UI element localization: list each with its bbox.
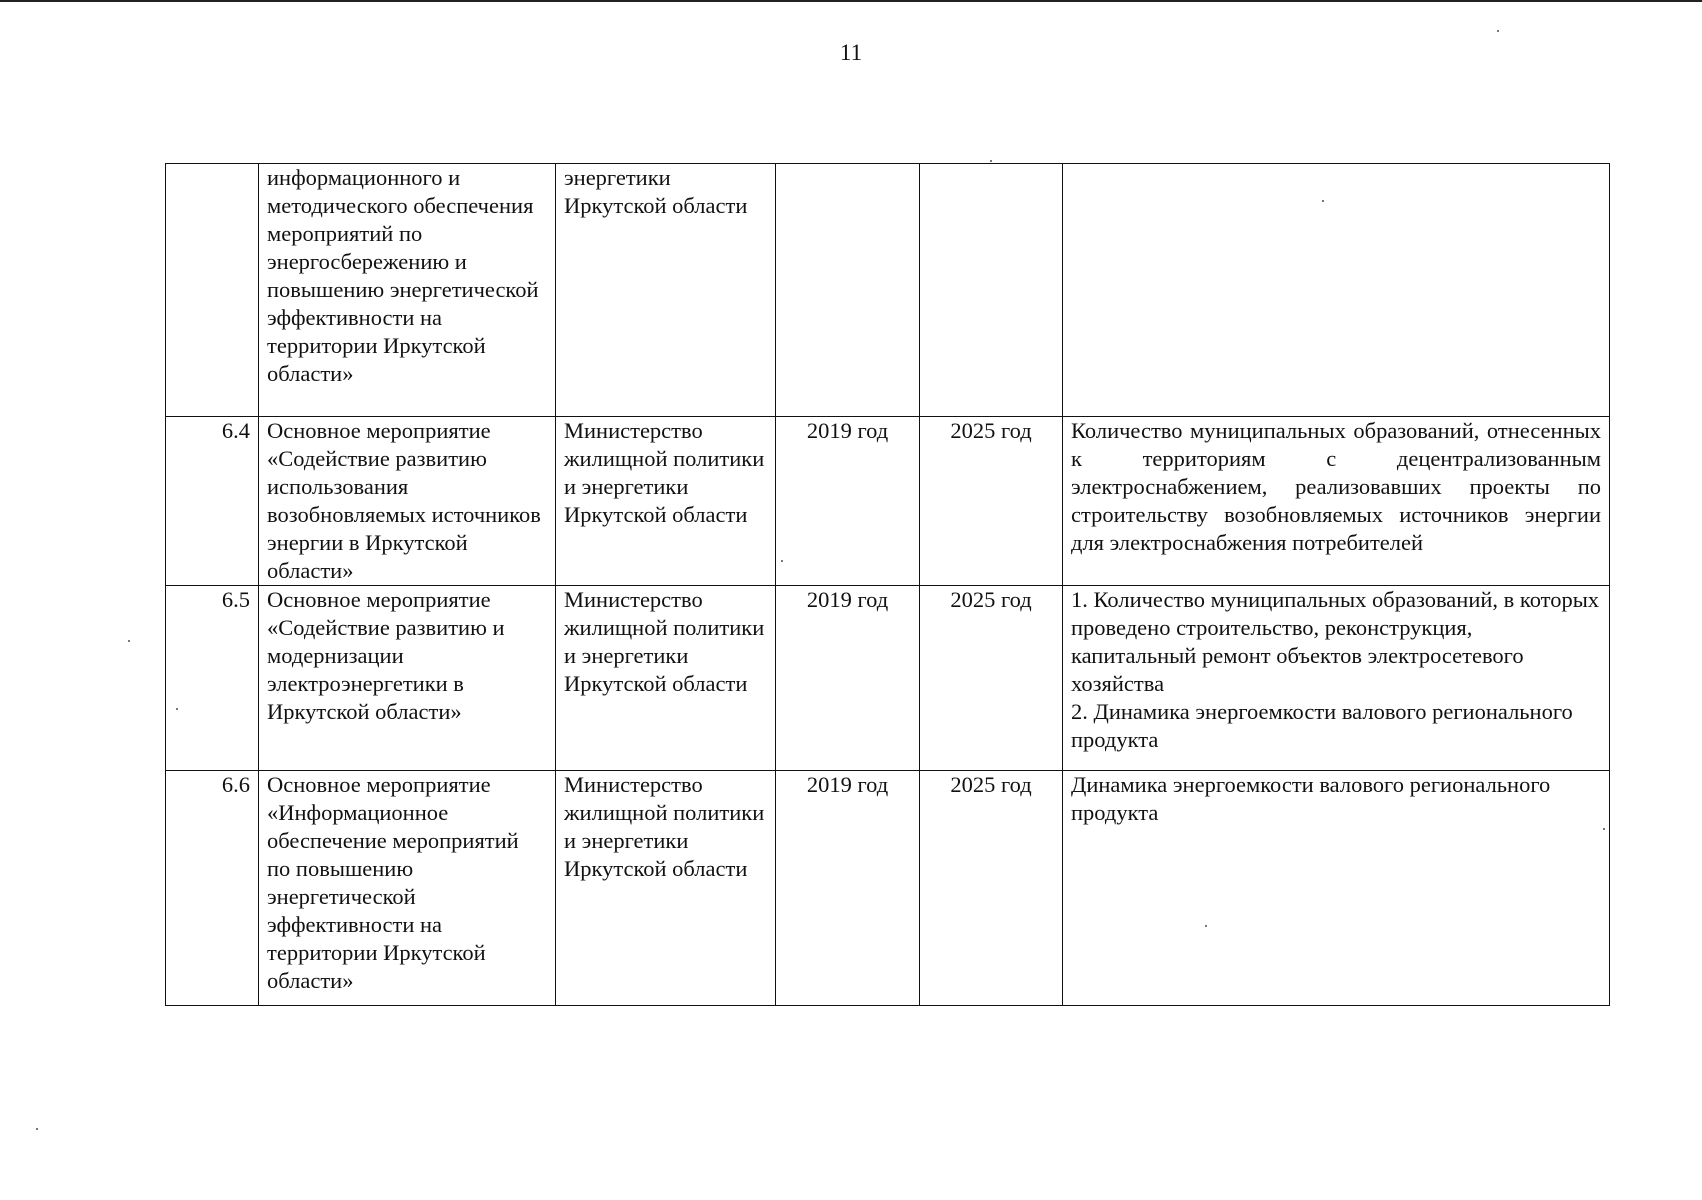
end-year: 2025 год	[920, 417, 1063, 586]
start-year: 2019 год	[776, 417, 920, 586]
end-year: 2025 год	[920, 771, 1063, 1006]
scan-speck	[1497, 30, 1499, 32]
indicator	[1063, 586, 1610, 771]
row-number: 6.4	[166, 417, 259, 586]
end-year: 2025 год	[920, 586, 1063, 771]
row-number	[166, 164, 259, 417]
indicator-item: 2. Динамика энергоемкости валового регионального продукта	[1071, 699, 1573, 752]
page-number: 11	[839, 40, 863, 65]
event-name: Основное мероприятие «Содействие развитию и модернизации электроэнергетики в Иркутской области»	[259, 586, 556, 771]
measures-table	[165, 163, 1610, 1006]
start-year	[776, 164, 920, 417]
table-row	[166, 417, 1610, 586]
start-year: 2019 год	[776, 771, 920, 1006]
scan-speck	[36, 1128, 38, 1130]
end-year	[920, 164, 1063, 417]
indicator-item: 1. Количество муниципальных образований, в которых проведено строительство, реконструкция, капитальный ремонт объектов электросетевого хозяйства	[1071, 587, 1600, 696]
executor: Министерство жилищной политики и энергетики Иркутской области	[556, 771, 776, 1006]
scan-speck	[781, 560, 783, 562]
indicator: Количество муниципальных образований, отнесенных к территориям с децентрализованным электроснабжением, реализовавших проекты по строительству возобновляемых источников энергии для электроснабжения потребителей	[1063, 417, 1610, 586]
scan-speck	[1205, 925, 1207, 927]
executor: Министерство жилищной политики и энергетики Иркутской области	[556, 417, 776, 586]
table-row	[166, 164, 1610, 417]
row-number: 6.5	[166, 586, 259, 771]
event-name: информационного и методического обеспечения мероприятий по энергосбережению и повышению энергетической эффективности на территории Иркутской области»	[259, 164, 556, 417]
scan-speck	[176, 708, 178, 710]
executor: Министерство жилищной политики и энергетики Иркутской области	[556, 586, 776, 771]
start-year: 2019 год	[776, 586, 920, 771]
scan-speck	[1603, 828, 1605, 830]
indicator	[1063, 164, 1610, 417]
executor: энергетики Иркутской области	[556, 164, 776, 417]
table-row	[166, 586, 1610, 771]
indicator: Динамика энергоемкости валового регионального продукта	[1063, 771, 1610, 1006]
scan-speck	[1322, 200, 1324, 202]
page-top-border	[0, 0, 1702, 2]
event-name: Основное мероприятие «Информационное обеспечение мероприятий по повышению энергетической эффективности на территории Иркутской области»	[259, 771, 556, 1006]
event-name: Основное мероприятие «Содействие развитию использования возобновляемых источников энергии в Иркутской области»	[259, 417, 556, 586]
scan-speck	[990, 160, 992, 162]
row-number: 6.6	[166, 771, 259, 1006]
table-row	[166, 771, 1610, 1006]
scan-speck	[128, 640, 130, 642]
